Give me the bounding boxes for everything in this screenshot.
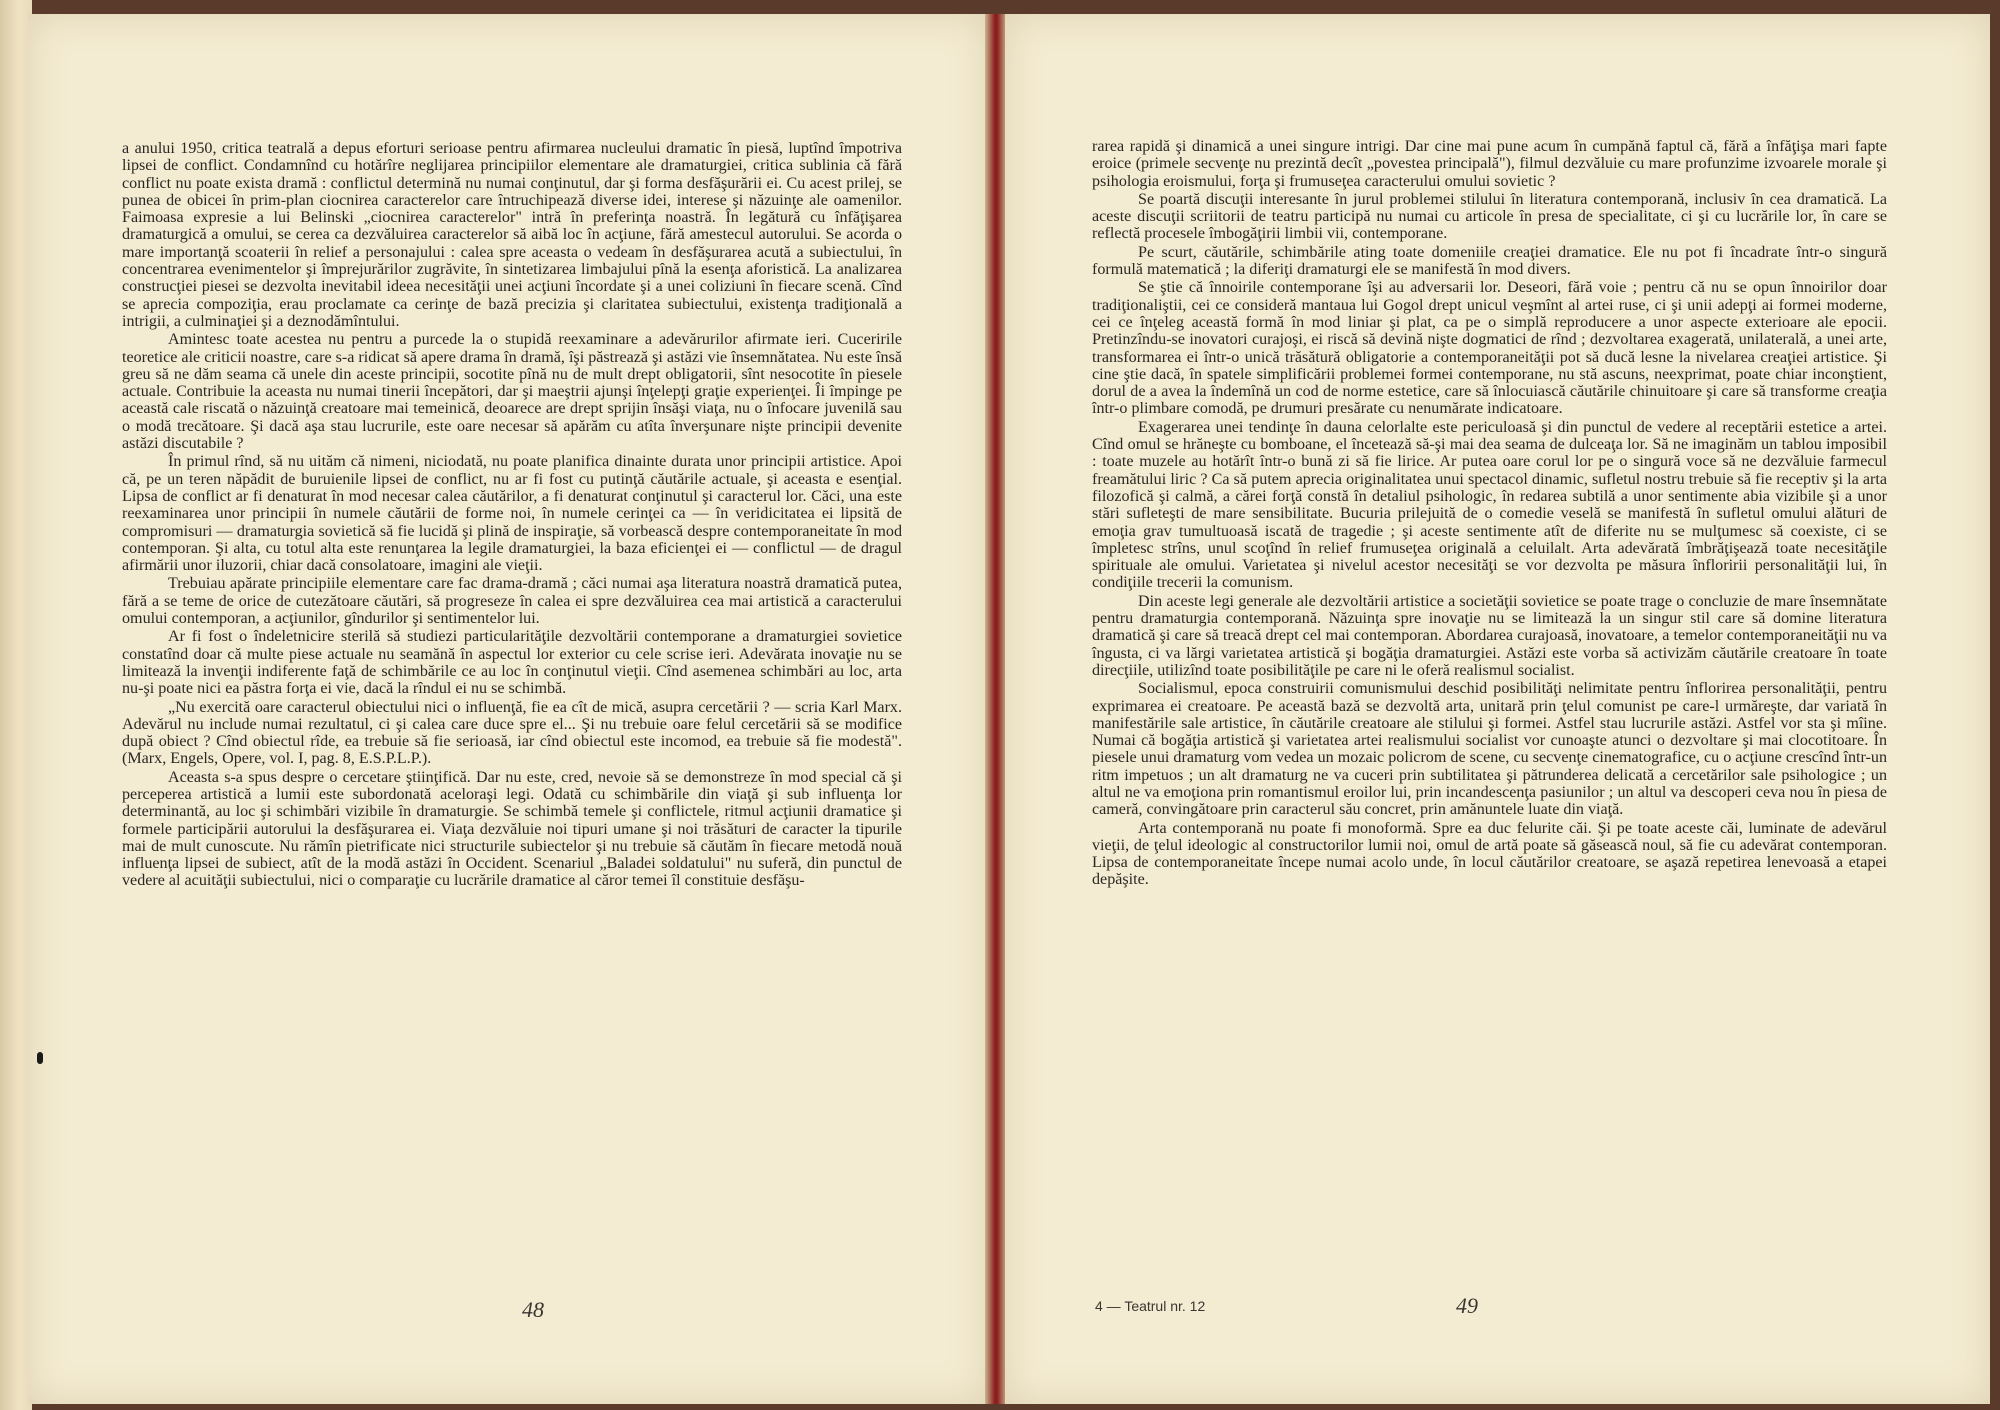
paragraph: Din aceste legi generale ale dezvoltării artistice a societăţii sovietice se poate trage o concluzie de mare însemnătate pentru dramaturgia contemporană. Năzuinţa spre inovaţie nu se limitează la un singur stil care să domine literatura dramatică şi care să treacă drept cel mai contemporan. Abordarea curajoasă, inovatoare, a temelor contemporaneităţii nu va îngusta, ci va lărgi varietatea artistică şi bogăţia dramaturgiei. Astăzi este vorba să activizăm căutările creatoare în toate direcţiile, utilizînd toate posibilităţile pe care ni le oferă realismul socialist. [1092, 592, 1887, 679]
right-page-text [1092, 138, 1887, 890]
paragraph: „Nu exercită oare caracterul obiectului nici o influenţă, fie ea cît de mică, asupra cercetării ? — scria Karl Marx. Adevărul nu include numai rezultatul, ci şi calea care duce spre el... Şi nu trebuie oare felul cercetării să se modifice după obiect ? Cînd obiectul rîde, ea trebuie să fie serioasă, iar cînd obiectul este incomod, ea trebuie să fie modestă". (Marx, Engels, Opere, vol. I, pag. 8, E.S.P.L.P.). [122, 698, 902, 768]
paragraph: Aceasta s-a spus despre o cercetare ştiinţifică. Dar nu este, cred, nevoie să se demonstreze în mod special că şi perceperea artistică a lumii este subordonată aceloraşi legi. Odată cu schimbările din viaţă şi sub influenţa lor determinantă, au loc şi schimbări vizibile în dramaturgie. Se schimbă temele şi conflictele, ritmul acţiunii dramatice şi formele participării autorului la desfăşurarea ei. Viaţa dezvăluie noi tipuri umane şi noi trăsături de caracter la tipurile mai de mult cunoscute. Nu rămîn pietrificate nici structurile subiectelor şi nu trebuie să căutăm în fiecare metodă nouă influenţa lipsei de subiect, atît de la modă astăzi în Occident. Scenariul „Baladei soldatului" nu suferă, din punctul de vedere al acuităţii subiectului, nici o comparaţie cu lucrările dramatice al căror temei îl constituie desfăşu- [122, 768, 902, 890]
paragraph: Trebuiau apărate principiile elementare care fac drama-dramă ; căci numai aşa literatura noastră dramatică putea, fără a se teme de orice de cutezătoare căutări, să progreseze în calea ei spre dezvăluirea cea mai artistică a caracterului omului contemporan, a acţiunilor, gîndurilor şi sentimentelor lui. [122, 575, 902, 628]
paragraph: a anului 1950, critica teatrală a depus eforturi serioase pentru afirmarea nucleului dramatic în piesă, luptînd împotriva lipsei de conflict. Condamnînd cu hotărîre neglijarea principiilor elementare ale dramaturgiei, critica sublinia că fără conflict nu poate exista dramă : conflictul determină nu numai conţinutul, dar şi forma desfăşurării ei. Cu acest prilej, se punea de obicei în prim-plan ciocnirea caracterelor care întruchipează diverse idei, interese şi năzuinţe ale oamenilor. Faimoasa expresie a lui Belinski „ciocnirea caracterelor" intră în preferinţa noastră. În legătură cu înfăţişarea dramaturgică a omului, se cerea ca dezvăluirea caracterelor să aibă loc în acţiune, fără amestecul autorului. Se acorda o mare importanţă scoaterii în relief a personajului : calea spre aceasta o vedeam în desfăşurarea acută a subiectului, în concentrarea evenimentelor şi împrejurărilor zugrăvite, în sintetizarea limbajului pînă la esenţa aforistică. La analizarea construcţiei piesei se dezvolta inevitabil ideea necesităţii unei acţiuni încordate şi a unei coliziuni în fiecare scenă. Cînd se aprecia compoziţia, erau proclamate ca cerinţe de bază precizia şi claritatea subiectului, existenţa tradiţională a intrigii, a culminaţiei şi a deznodămîntului. [122, 140, 902, 330]
paragraph: Ar fi fost o îndeletnicire sterilă să studiezi particularităţile dezvoltării contemporane a dramaturgiei sovietice constatînd doar că multe piese actuale nu seamănă în aspectul lor exterior cu cele scrise ieri. Adevărata inovaţie nu se limitează la invenţii indiferente faţă de schimbările ce au loc în conţinutul vieţii. Cînd asemenea schimbări au loc, arta nu-şi poate nici ea păstra forţa ei vie, dacă la rîndul ei nu se schimbă. [122, 628, 902, 698]
paragraph: Se ştie că înnoirile contemporane îşi au adversarii lor. Deseori, fără voie ; pentru că nu se opun înnoirilor doar tradiţionaliştii, cei ce consideră mantaua lui Gogol drept unicul veşmînt al artei ruse, ci şi unii adepţi ai formei moderne, cei ce înţeleg această formă în mod liniar şi plat, ca pe o simplă reproducere a unor aspecte exterioare ale epocii. Pretinzîndu-se inovatori curajoşi, ei riscă să devină nişte dogmatici de rînd ; dezvoltarea exagerată, unilaterală, a unei arte, transformarea ei într-o unică trăsătură obligatorie a contemporaneităţii pot să ducă lesne la nivelarea creaţiei artistice. Şi cine ştie dacă, în spatele simplificării problemei formei contemporane, nu stă ascuns, neexprimat, poate chiar inconştient, dorul de a avea la îndemînă un cod de norme estetice, care să înlocuiască căutările chinuitoare şi care să transforme creaţia într-o plimbare comodă, pe drumuri presărate cu nenumărate indicatoare. [1092, 279, 1887, 418]
paragraph: În primul rînd, să nu uităm că nimeni, niciodată, nu poate planifica dinainte durata unor principii artistice. Apoi că, pe un teren năpădit de buruienile lipsei de conflict, nu ar fi fost cu putinţă căutările actuale, şi aceasta e esenţial. Lipsa de conflict ar fi denaturat în mod necesar calea căutărilor, a fi denaturat conţinutul şi caracterul lor. Căci, una este reexaminarea unor principii în numele căutării de forme noi, în numele cerinţei ca — în veridicitatea ei lipsită de compromisuri — dramaturgia sovietică să fie lucidă şi plină de inspiraţie, să vorbească despre contemporaneitate în mod contemporan. Şi alta, cu totul alta este renunţarea la legile dramaturgiei, la baza eficienţei ei — conflictul — de dragul afirmării unor iluzorii, chiar dacă consolatoare, imagini ale vieţii. [122, 453, 902, 575]
page-number-right: 49 [1456, 1293, 1478, 1318]
left-page-text [122, 140, 902, 891]
paragraph: Se poartă discuţii interesante în jurul problemei stilului în literatura contemporană, inclusiv în cea dramatică. La aceste discuţii scriitorii de teatru participă nu numai cu articole în presa de specialitate, ci şi cu lucrările lor, în care se reflectă procesele îmbogăţirii limbii vii, contemporane. [1092, 190, 1887, 243]
signature-mark: 4 — Teatrul nr. 12 [1095, 1298, 1206, 1314]
paragraph: Pe scurt, căutările, schimbările ating toate domeniile creaţiei dramatice. Ele nu pot fi încadrate într-o singură formulă matematică ; la diferiţi dramaturgi ele se manifestă în mod divers. [1092, 243, 1887, 279]
paragraph: rarea rapidă şi dinamică a unei singure intrigi. Dar cine mai pune acum în cumpănă faptul că, fără a înfăţişa mari fapte eroice (primele secvenţe nu prezintă decît „povestea principală"), filmul dezvăluie cu mare profunzime izvoarele morale şi psihologia eroismului, forţa şi frumuseţea caracterului omului sovietic ? [1092, 138, 1887, 190]
paragraph: Arta contemporană nu poate fi monoformă. Spre ea duc felurite căi. Şi pe toate aceste căi, luminate de adevărul vieţii, de ţelul ideologic al constructorilor lumii noi, omul de artă poate să găsească noul, să fie cu adevărat contemporan. Lipsa de contemporaneitate începe numai acolo unde, în locul căutărilor creatoare, se aşază repetirea lenevoasă a etapei depăşite. [1092, 819, 1887, 889]
paragraph: Socialismul, epoca construirii comunismului deschid posibilităţi nelimitate pentru înflorirea personalităţii, pentru exprimarea ei creatoare. Pe această bază se dezvoltă arta, unitară prin ţelul comunist pe care-l urmăreşte, dar variată în manifestările sale artistice, în căutările creatoare ale stilului şi formei. Astfel stau lucrurile astăzi. Astfel vor sta şi mîine. Numai că bogăţia artistică şi varietatea artei realismului socialist vor cunoaşte atunci o dezvoltare şi mai clocotitoare. În piesele unui dramaturg vom vedea un mozaic policrom de scene, cu secvenţe cinematografice, cu o acţiune crescînd într-un ritm impetuos ; un alt dramaturg ne va cuceri prin subtilitatea şi pătrunderea delicată a cercetărilor sale psihologice ; un altul ne va emoţiona prin romantismul eroilor lui, prin incandescenţa pasiunilor ; un altul va descoperi ceva nou în piesa de cameră, convingătoare prin caracterul său concret, prin amănuntele luate din viaţă. [1092, 680, 1887, 819]
paragraph: Exagerarea unei tendinţe în dauna celorlalte este periculoasă şi din punctul de vedere al receptării estetice a artei. Cînd omul se hrăneşte cu bomboane, el încetează să-şi mai dea seama de dulceaţa lor. Să ne imaginăm un tablou imposibil : toate muzele au hotărît într-o bună zi să fie lirice. Ar putea oare corul lor pe o singură voce să ne dezvăluie farmecul freamătului liric ? Ca să putem aprecia originalitatea unui spectacol dinamic, sufletul nostru trebuie să fie receptiv şi la arta filozofică şi calmă, a cărei forţă constă în detaliul psihologic, în redarea subtilă a unor sentimente abia vizibile şi a unor stări sufleteşti de mare sensibilitate. Bucuria prilejuită de o comedie veselă se manifestă în sufletul omului alături de emoţia grav tumultuoasă iscată de tragedie ; şi aceste sentimente atît de diferite nu se mulţumesc să coexiste, ci se împletesc strîns, unul scoţînd în relief frumuseţea originală a celuilalt. Arta adevărată îmbrăţişează toate necesităţile spirituale ale omului. Varietatea şi nivelul acestor necesităţi se vor dezvolta pe măsura înfloririi personalităţii lui, în condiţiile trecerii la comunism. [1092, 418, 1887, 592]
paragraph: Amintesc toate acestea nu pentru a purcede la o stupidă reexaminare a adevărurilor afirmate ieri. Cuceririle teoretice ale criticii noastre, care s-a ridicat să apere drama în dramă, îşi păstrează şi astăzi vie însemnătatea. Nu este însă greu să ne dăm seama că unele din aceste principii, socotite pînă nu de mult drept obligatorii, sînt nesocotite în piesele actuale. Contribuie la aceasta nu numai tinerii începători, dar şi maeştrii ajunşi înţelepţi graţie experienţei. Îi împinge pe această cale riscată o năzuinţă creatoare mai temeinică, deoarece are drept sprijin însăşi viaţa, nu o înfocare juvenilă sau o modă trecătoare. Şi dacă aşa stau lucrurile, este oare necesar să apărăm cu atîta înverşunare nişte principii devenite astăzi discutabile ? [122, 331, 902, 453]
binding-gutter [985, 14, 1007, 1404]
binding-hole [37, 1052, 43, 1064]
page-number-left: 48 [522, 1297, 544, 1322]
